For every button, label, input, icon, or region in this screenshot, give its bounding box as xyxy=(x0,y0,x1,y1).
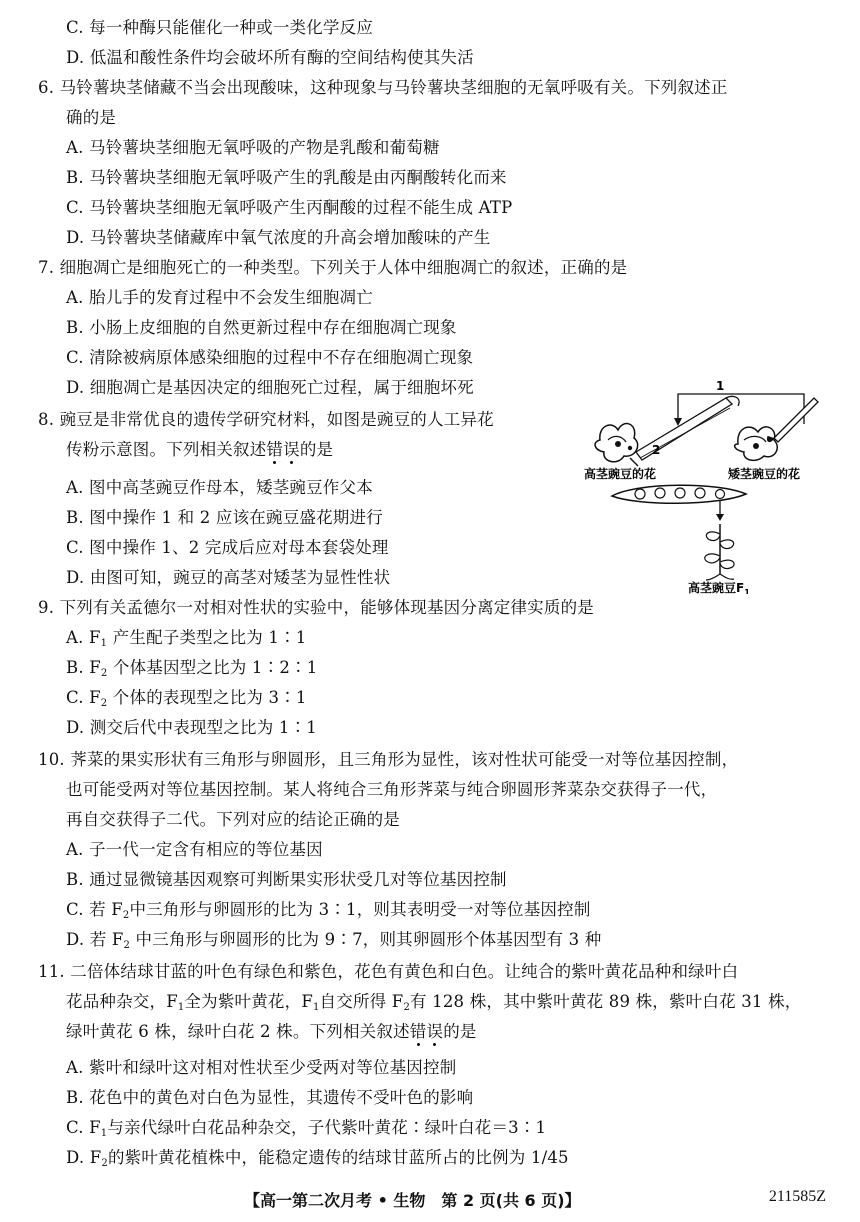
pollination-diagram xyxy=(578,378,826,594)
emphasis-char: 错 xyxy=(409,1022,427,1041)
brush-tool xyxy=(774,398,818,442)
label-operation-2: 2 xyxy=(652,443,661,457)
q11-stem-line2: 花品种杂交，$F_1$全为紫叶黄花，$F_1$自交所得 $F_2$有 128 株，其中紫叶黄花 89 株，紫叶白花 31 株， xyxy=(66,992,802,1013)
q11-option-b: B. 花色中的黄色对白色为显性，其遗传不受叶色的影响 xyxy=(66,1088,474,1107)
q11-stem-line3: 绿叶黄花 6 株，绿叶白花 2 株。下列相关叙述错误的是 xyxy=(66,1022,477,1041)
q8-option-b: B. 图中操作 1 和 2 应该在豌豆盛花期进行 xyxy=(66,508,383,527)
q6-stem-line1: 6. 马铃薯块茎储藏不当会出现酸味，这种现象与马铃薯块茎细胞的无氧呼吸有关。下列叙述正 xyxy=(38,78,728,97)
q9-stem: 9. 下列有关孟德尔一对相对性状的实验中，能够体现基因分离定律实质的是 xyxy=(38,598,594,617)
footer-title: 【高一第二次月考 • 生物 第 2 页(共 6 页)】 xyxy=(244,1191,581,1210)
q7-option-d: D. 细胞凋亡是基因决定的细胞死亡过程，属于细胞坏死 xyxy=(66,378,474,397)
q7-stem: 7. 细胞凋亡是细胞死亡的一种类型。下列关于人体中细胞凋亡的叙述，正确的是 xyxy=(38,258,628,277)
q10-stem-line1: 10. 荠菜的果实形状有三角形与卵圆形，且三角形为显性，该对性状可能受一对等位基因控制， xyxy=(38,750,739,769)
q6-stem-line2: 确的是 xyxy=(66,108,117,127)
q9-option-d: D. 测交后代中表现型之比为 1∶1 xyxy=(66,718,317,737)
q5-option-d: D. 低温和酸性条件均会破坏所有酶的空间结构使其失活 xyxy=(66,48,474,67)
q11-option-c: C. $F_1$与亲代绿叶白花品种杂交，子代紫叶黄花∶绿叶白花＝3∶1 xyxy=(66,1118,547,1139)
q8-option-d: D. 由图可知，豌豆的高茎对矮茎为显性性状 xyxy=(66,568,391,587)
q8-stem-line2 xyxy=(66,438,333,462)
q8-stem-text: 传粉示意图。下列相关叙述 xyxy=(66,440,267,459)
q10-option-c: C. 若 $F_2$中三角形与卵圆形的比为 3∶1，则其表明受一对等位基因控制 xyxy=(66,900,591,921)
footer-code: 211585Z xyxy=(768,1188,826,1205)
forceps-tool xyxy=(636,398,732,460)
q8-stem-line1: 8. 豌豆是非常优良的遗传学研究材料，如图是豌豆的人工异花 xyxy=(38,410,494,429)
label-short-flower: 矮茎豌豆的花 xyxy=(728,467,801,481)
q10-option-d: D. 若 $F_2$ 中三角形与卵圆形的比为 9∶7，则其卵圆形个体基因型有 3 种 xyxy=(66,930,602,951)
q10-stem-line3: 再自交获得子二代。下列对应的结论正确的是 xyxy=(66,810,400,829)
q9-option-a: A. $F_1$ 产生配子类型之比为 1∶1 xyxy=(66,628,307,649)
q5-option-c: C. 每一种酶只能催化一种或一类化学反应 xyxy=(66,18,374,37)
q9-option-b: B. $F_2$ 个体基因型之比为 1∶2∶1 xyxy=(66,658,318,679)
q7-option-c: C. 清除被病原体感染细胞的过程中不存在细胞凋亡现象 xyxy=(66,348,474,367)
q6-option-b: B. 马铃薯块茎细胞无氧呼吸产生的乳酸是由丙酮酸转化而来 xyxy=(66,168,507,187)
q10-stem-line2: 也可能受两对等位基因控制。某人将纯合三角形荠菜与纯合卵圆形荠菜杂交获得子一代， xyxy=(66,780,718,799)
q7-option-b: B. 小肠上皮细胞的自然更新过程中存在细胞凋亡现象 xyxy=(66,318,457,337)
label-tall-flower: 高茎豌豆的花 xyxy=(584,467,657,481)
q10-option-b: B. 通过显微镜基因观察可判断果实形状受几对等位基因控制 xyxy=(66,870,507,889)
emphasis-char: 误 xyxy=(283,440,300,459)
page-footer xyxy=(0,1188,860,1214)
q6-option-a: A. 马铃薯块茎细胞无氧呼吸的产物是乳酸和葡萄糖 xyxy=(66,138,440,157)
q6-option-c: C. 马铃薯块茎细胞无氧呼吸产生丙酮酸的过程不能生成 ATP xyxy=(66,198,513,217)
q8-option-c: C. 图中操作 1、2 完成后应对母本套袋处理 xyxy=(66,538,389,557)
label-operation-1: 1 xyxy=(716,379,725,393)
emphasis-char: 误 xyxy=(426,1022,444,1041)
pollination-diagram-svg xyxy=(578,378,826,594)
q10-option-a: A. 子一代一定含有相应的等位基因 xyxy=(66,840,323,859)
q7-option-a: A. 胎儿手的发育过程中不会发生细胞凋亡 xyxy=(66,288,373,307)
label-f1: 高茎豌豆$F_1$ xyxy=(688,581,750,594)
q11-stem-line1: 11. 二倍体结球甘蓝的叶色有绿色和紫色，花色有黄色和白色。让纯合的紫叶黄花品种和绿叶白 xyxy=(38,962,739,981)
q6-option-d: D. 马铃薯块茎储藏库中氧气浓度的升高会增加酸味的产生 xyxy=(66,228,491,247)
emphasis-char: 错 xyxy=(266,440,284,459)
q9-option-c: C. $F_2$ 个体的表现型之比为 3∶1 xyxy=(66,688,307,709)
q8-stem-text-end: 的是 xyxy=(299,440,334,459)
q11-option-a: A. 紫叶和绿叶这对相对性状至少受两对等位基因控制 xyxy=(66,1058,457,1077)
q8-option-a: A. 图中高茎豌豆作母本，矮茎豌豆作父本 xyxy=(66,478,373,497)
q11-option-d: D. $F_2$的紫叶黄花植株中，能稳定遗传的结球甘蓝所占的比例为 1/45 xyxy=(66,1148,569,1169)
